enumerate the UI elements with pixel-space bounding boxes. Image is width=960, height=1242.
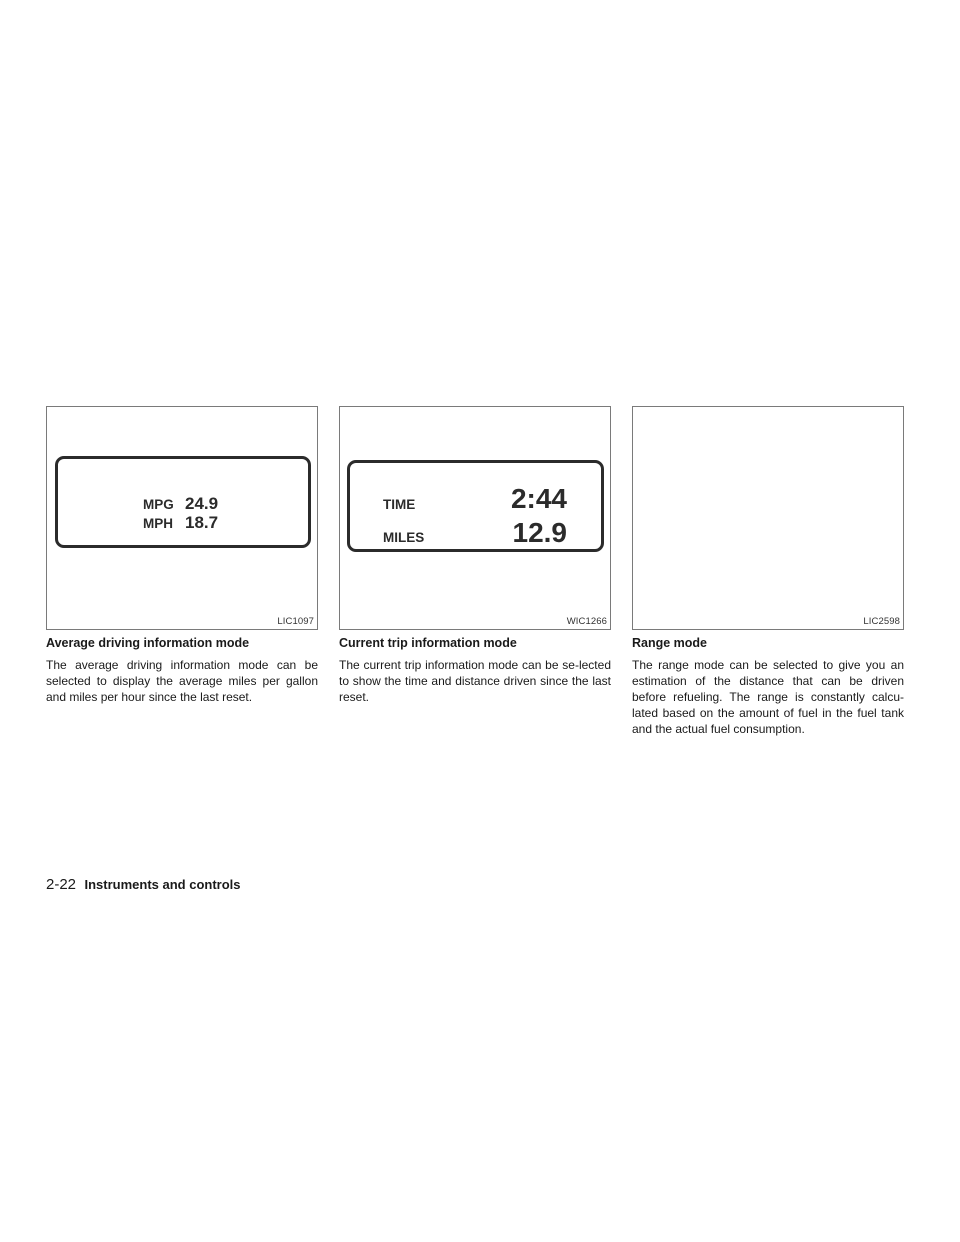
section-title: Instruments and controls (84, 877, 241, 892)
column-current-trip (339, 406, 611, 705)
display-value-mpg: 24.9 (185, 494, 219, 513)
figure-code: LIC1097 (277, 616, 314, 627)
column-average-driving (46, 406, 318, 705)
figure-average-driving-display (46, 406, 318, 630)
display-label-mph: MPH (143, 516, 173, 531)
figure-current-trip-display (339, 406, 611, 630)
section-body: The range mode can be selected to give you an estimation of the distance that can be driven before refueling. The range is constantly calcu-lated based on the amount of fuel in the fuel tank and the actual fuel consumption. (632, 658, 904, 736)
lcd-display-frame (347, 460, 604, 552)
page-footer (46, 876, 241, 894)
display-value-time: 2:44 (510, 483, 567, 514)
section-heading: Average driving information mode (46, 636, 250, 650)
section-heading: Current trip information mode (339, 636, 517, 650)
lcd-display-frame (55, 456, 311, 548)
display-value-miles: 12.9 (512, 517, 567, 548)
figure-range-mode-display (632, 406, 904, 630)
display-label-miles: MILES (383, 530, 425, 545)
display-value-mph: 18.7 (185, 513, 219, 532)
display-label-time: TIME (383, 497, 416, 512)
display-row-mpg (143, 494, 218, 514)
section-body: The average driving information mode can be selected to display the average miles per gallon and miles per hour since the last reset. (46, 658, 318, 704)
figure-code: WIC1266 (566, 616, 607, 627)
section-body: The current trip information mode can be se-lected to show the time and distance driven since the last reset. (339, 658, 611, 704)
section-heading: Range mode (632, 636, 708, 650)
display-row-mph (143, 513, 218, 533)
page-number: 2-22 (46, 876, 77, 893)
figure-code: LIC2598 (863, 616, 900, 627)
display-label-mpg: MPG (143, 497, 174, 512)
column-range-mode (632, 406, 904, 737)
